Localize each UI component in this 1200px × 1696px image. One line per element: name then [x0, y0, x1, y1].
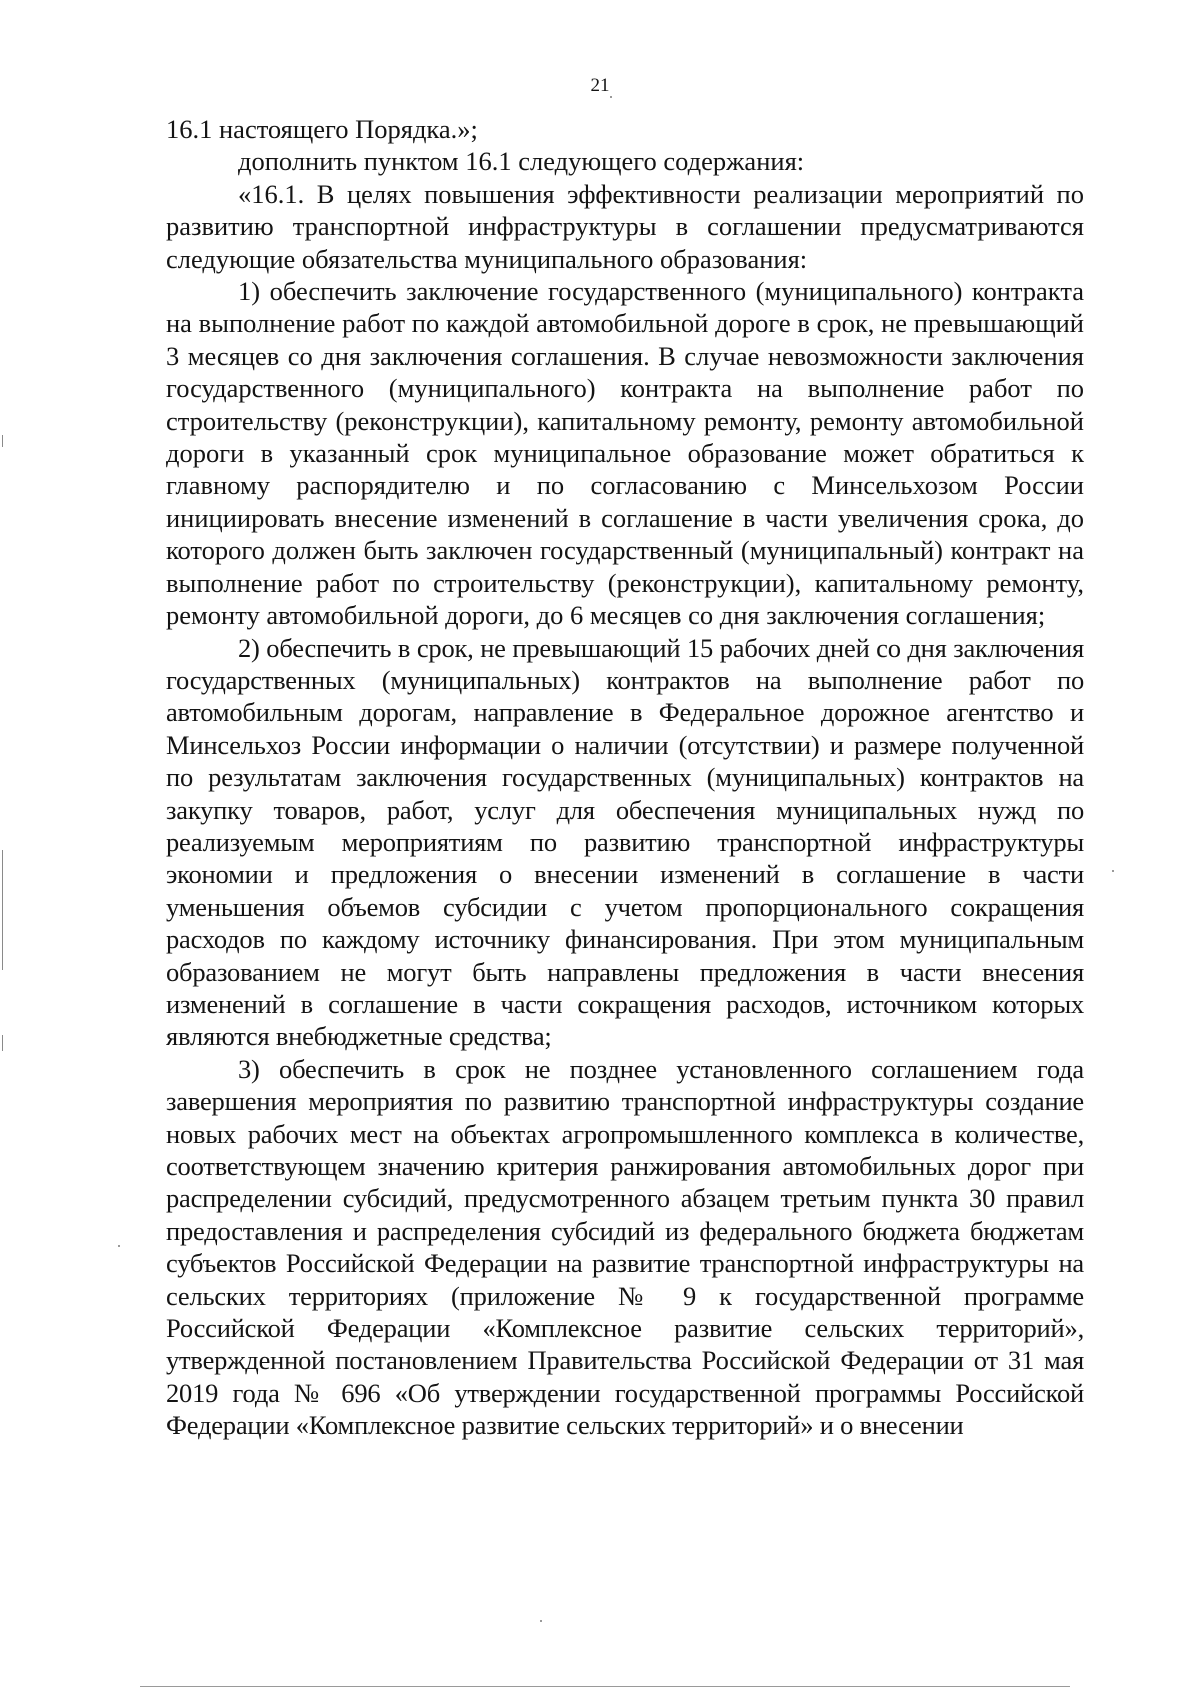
paragraph-obligation-2: 2) обеспечить в срок, не превышающий 15 рабочих дней со дня заключения государственных (муниципальных) контрактов на выполнение работ по автомобильным дорогам, направление в Федеральное дорожное агентство и Минсельхоз России информации о наличии (отсутствии) и размере полученной по результатам заключения государственных (муниципальных) контрактов на закупку товаров, работ, услуг для обеспечения муниципальных нужд по реализуемым мероприятиям по развитию транспортной инфраструктуры экономии и предложения о внесении изменений в соглашение в части уменьшения объемов субсидии с учетом пропорционального сокращения расходов по каждому источнику финансирования. При этом муниципальным образованием не могут быть направлены предложения в части внесения изменений в соглашение в части сокращения расходов, источником которых являются внебюджетные средства;: [166, 632, 1084, 1052]
page-number: 21: [590, 75, 610, 96]
paragraph-obligation-1: 1) обеспечить заключение государственного (муниципального) контракта на выполнение работ по каждой автомобильной дороге в срок, не превышающий 3 месяцев со дня заключения соглашения. В случае невозможности заключения государственного (муниципального) контракта на выполнение работ по строительству (реконструкции), капитальному ремонту, ремонту автомобильной дороги в указанный срок муниципальное образование может обратиться к главному распорядителю и по согласованию с Минсельхозом России инициировать внесение изменений в соглашение в части увеличения срока, до которого должен быть заключен государственный (муниципальный) контракт на выполнение работ по строительству (реконструкции), капитальному ремонту, ремонту автомобильной дороги, до 6 месяцев со дня заключения соглашения;: [166, 276, 1084, 631]
paragraph-clause-16-1: «16.1. В целях повышения эффективности реализации мероприятий по развитию транспортной инфраструктуры в соглашении предусматриваются следующие обязательства муниципального образования:: [166, 178, 1084, 274]
scan-mark: [2, 435, 3, 447]
paragraph-obligation-3: 3) обеспечить в срок не позднее установленного соглашением года завершения мероприятия по развитию транспортной инфраструктуры создание новых рабочих мест на объектах агропромышленного комплекса в количестве, соответствующем значению критерия ранжирования автомобильных дорог при распределении субсидий, предусмотренного абзацем третьим пункта 30 правил предоставления и распределения субсидий из федерального бюджета бюджетам субъектов Российской Федерации на развитие транспортной инфраструктуры на сельских территориях (приложение № 9 к государственной программе Российской Федерации «Комплексное развитие сельских территорий», утвержденной постановлением Правительства Российской Федерации от 31 мая 2019 года № 696 «Об утверждении государственной программы Российской Федерации «Комплексное развитие сельских территорий» и о внесении: [166, 1053, 1084, 1441]
scan-speck: [610, 96, 612, 98]
page-bottom-edge: [140, 1686, 1070, 1687]
scan-speck: [118, 1245, 120, 1247]
scan-mark: [2, 1035, 3, 1051]
paragraph-continuation: 16.1 настоящего Порядка.»;: [166, 114, 478, 144]
scan-speck: [540, 1620, 542, 1622]
paragraph-amendment-intro: дополнить пунктом 16.1 следующего содержания:: [238, 146, 805, 177]
document-body: [166, 113, 1084, 1442]
scan-speck: [1112, 870, 1114, 872]
scan-mark: [2, 850, 3, 970]
